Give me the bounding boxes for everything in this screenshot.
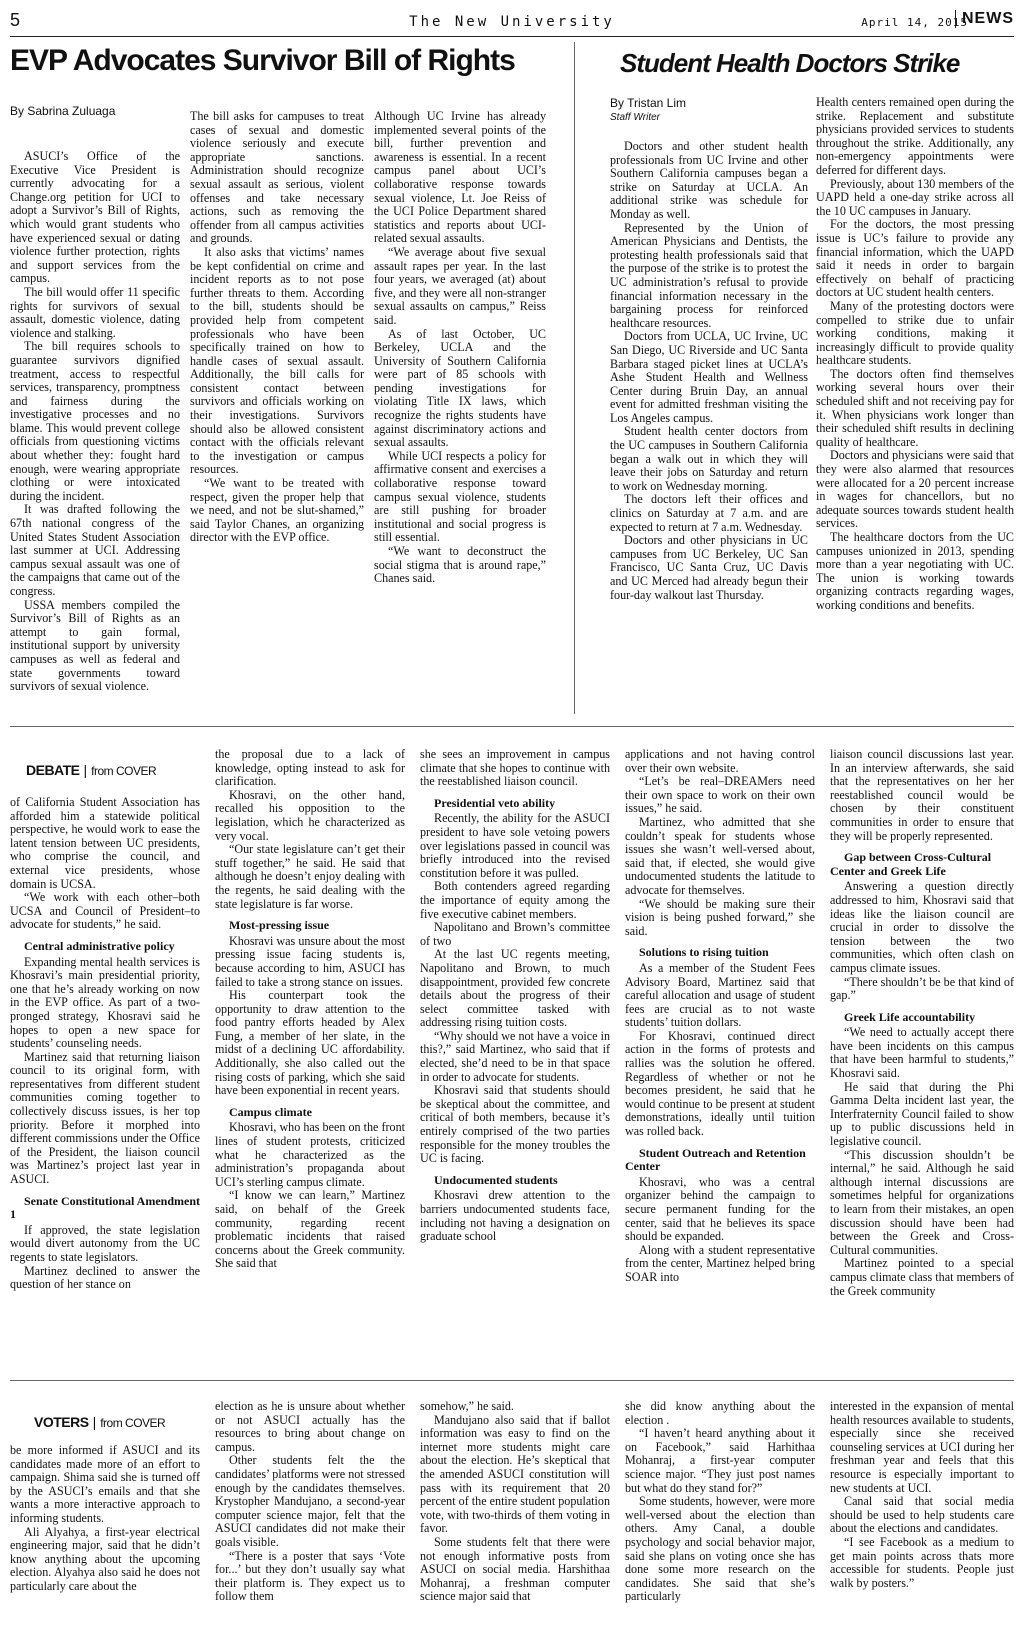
voters-paragraph: “I see Facebook as a medium to get main points across thats more accessible for students. People just walk by posters.”: [830, 1534, 1014, 1590]
debate-paragraph: Expanding mental health services is Khosravi’s main presidential priority, one that he’s already working on now in the EVP office. As part of a two-pronged strategy, Khosravi said he hopes to open a new space for students’ counseling needs.: [10, 954, 200, 1051]
debate-column-3: [420, 748, 610, 1364]
debate-column-1: [10, 796, 200, 1364]
debate-paragraph: “Why should we not have a voice in this?,” said Martinez, who said that if elected, she’d need to be in that space in order to advocate for students.: [420, 1028, 610, 1084]
paper-name: The New University: [409, 14, 615, 30]
debate-jump-header: DEBATE | from COVER: [26, 762, 157, 778]
debate-paragraph: Along with a student representative from the center, Martinez helped bring SOAR into: [625, 1242, 815, 1284]
story1-paragraph: USSA members compiled the Survivor’s Bill of Rights as an attempt to gain formal, institutional support by university campuses as well as federal and state governments toward survivors of sexual violence.: [10, 597, 180, 694]
voters-paragraph: be more informed if ASUCI and its candidates made more of an effort to campaign. Shima said she is turned off by the ASUCI’s emails and that she wants a more interactive approach to informing students.: [10, 1444, 200, 1525]
debate-paragraph: “There shouldn’t be be that kind of gap.”: [830, 974, 1014, 1003]
debate-subhead: Undocumented students: [434, 1172, 558, 1187]
debate-paragraph: she sees an improvement in campus climate that she hopes to continue with the reestablished liaison council.: [420, 748, 610, 789]
voters-column-4: [625, 1400, 815, 1634]
story2-paragraph: The healthcare doctors from the UC campuses unionized in 2013, spending more than a year negotiating with UC. The union is working towards organizing contracts regarding wages, working conditions and benefits.: [816, 530, 1014, 612]
section-rule-2: [10, 1380, 1014, 1381]
voters-paragraph: “I haven’t heard anything about it on Facebook,” said Harhithaa Mohanraj, a first-year computer science major. “They just post names but what do they stand for?”: [625, 1426, 815, 1495]
story2-paragraph: Doctors from UCLA, UC Irvine, UC San Diego, UC Riverside and UC Santa Barbara staged picket lines at UCLA’s Ashe Student Health and Wellness Center during Bruin Day, an annual event for admitted freshman visiting the Los Angeles campus.: [610, 329, 808, 425]
debate-paragraph: Khosravi, on the other hand, recalled his opposition to the legislation, which he characterized as very vocal.: [215, 787, 405, 843]
debate-paragraph: Khosravi drew attention to the barriers undocumented students face, including not having a designation on graduate school: [420, 1188, 610, 1244]
debate-column-5: [830, 748, 1014, 1364]
story2-paragraph: Doctors and other physicians in UC campuses from UC Berkeley, UC San Francisco, UC Santa Cruz, UC Davis and UC Merced had already begun their four-day walkout last Thursday.: [610, 533, 808, 602]
voters-paragraph: somehow,” he said.: [420, 1400, 514, 1413]
debate-paragraph: Khosravi said that students should be skeptical about the committee, and critical of both members, because it’s entirely comprised of the two parties responsible for the money troubles the UC is facing.: [420, 1083, 610, 1166]
story2-byline-role: Staff Writer: [610, 112, 661, 123]
story2-paragraph: Represented by the Union of American Physicians and Dentists, the protesting health professionals said that the purpose of the strike is to protest the UC administration’s refusal to provide financial information necessary in the bargaining process for reinforced healthcare resources.: [610, 220, 808, 330]
debate-paragraph: His counterpart took the opportunity to draw attention to the food pantry efforts headed by Alex Fung, a member of her slate, in the midst of a declining UC affordability. Additionally, she also called out the rising costs of parking, which she said have been exponential in recent years.: [215, 988, 405, 1098]
voters-paragraph: Mandujano also said that if ballot information was easy to find on the internet more students might care about the election. He’s skeptical that the amended ASUCI constitution will pass with its requirement that 20 percent of the entire student population vote, with two-thirds of them voting in favor.: [420, 1412, 610, 1536]
story1-paragraph: It was drafted following the 67th national congress of the United States Student Association last summer at UCI. Addressing campus sexual assault was one of the campaigns that came out of the congress.: [10, 502, 180, 598]
masthead: [10, 6, 1014, 37]
debate-subhead: Central administrative policy: [24, 938, 175, 953]
debate-paragraph: Martinez declined to answer the question of her stance on: [10, 1263, 200, 1292]
story1-paragraph: “We average about five sexual assault rapes per year. In the last four years, we averaged (at) about five, and they were all non-stranger sexual assaults on campus,” Reiss said.: [374, 244, 546, 327]
story2-paragraph: Doctors and physicians were said that they were also alarmed that resources were allocated for a 20 percent increase in wages for chancellors, but no adequate sources towards student health services.: [816, 448, 1014, 531]
story1-paragraph: As of last October, UC Berkeley, UCLA and the University of Southern California were part of 85 schools with pending investigations for violating Title IX laws, which recognize the rights students have against discriminatory actions and sexual assaults.: [374, 326, 546, 450]
debate-paragraph: “Our state legislature can’t get their stuff together,” he said. He said that although he doesn’t enjoy dealing with the regents, he said dealing with the state legislature is far worse.: [215, 842, 405, 911]
story1-paragraph: It also asks that victims’ names be kept confidential on crime and incident reports as to not pose further threats to them. According to the bill, students should be provided help from competent professionals who have been specifically trained on how to handle cases of sexual assault. Additionally, the bill calls for consistent contact between survivors and officials working on their investigations. Survivors should also be allowed consistent contact with the officials relevant to the investigation or campus resources.: [190, 244, 364, 477]
story1-paragraph: The bill requires schools to guarantee survivors dignified treatment, access to respectful services, transparency, promptness and fairness during the investigative processes and no blame. This would prevent college officials from questioning victims about whether they: fought hard enough, were wearing appropriate clothing or were intoxicated during the incident.: [10, 339, 180, 503]
voters-paragraph: Canal said that social media should be used to help students care about the elections and candidates.: [830, 1494, 1014, 1536]
voters-jump-label: VOTERS: [34, 1414, 89, 1430]
story2-column-2: [816, 96, 1014, 712]
debate-paragraph: If approved, the state legislation would divert autonomy from the UC regents to state legislators.: [10, 1222, 200, 1264]
voters-paragraph: Some students felt that there were not enough informative posts from ASUCI on social media. Harshithaa Mohanraj, a freshman computer science major said that: [420, 1534, 610, 1604]
debate-paragraph: Khosravi was unsure about the most pressing issue facing students is, because according to him, ASUCI has failed to take a strong stance on issues.: [215, 933, 405, 989]
story1-paragraph: The bill would offer 11 specific rights for survivors of sexual assault, domestic violence, dating violence and stalking.: [10, 284, 180, 340]
section-label: NEWS: [955, 10, 1014, 28]
debate-paragraph: For Khosravi, continued direct action in the forms of protests and rallies was the solution he offered. Regardless of whether or not he becomes president, he said that he would continue to be present at student demonstrations, ideally until tuition was rolled back.: [625, 1028, 815, 1139]
voters-column-5: [830, 1400, 1014, 1634]
voters-jump-header: VOTERS | from COVER: [34, 1414, 166, 1430]
debate-paragraph: Khosravi, who was a central organizer behind the campaign to secure permanent funding for the center, said that he believes its space should be expanded.: [625, 1174, 815, 1244]
debate-subhead: Solutions to rising tuition: [639, 945, 769, 960]
debate-subhead: Senate Constitutional Amendment 1: [10, 1193, 200, 1222]
story1-paragraph: While UCI respects a policy for affirmative consent and exercises a collaborative response toward campus sexual violence, students are still pushing for broader institutional and social progress is still essential.: [374, 448, 546, 545]
story1-byline: [10, 104, 115, 118]
story2-paragraph: The doctors left their offices and clinics on Saturday at 7 a.m. and are expected to return at 7 a.m. Wednesday.: [610, 492, 808, 534]
debate-paragraph: Answering a question directly addressed to him, Khosravi said that ideas like the liaison council are crucial in order to dissolve the tension between the two communities, which often clash on campus climate issues.: [830, 879, 1014, 975]
story2-column-1: [610, 140, 808, 712]
debate-jump-label: DEBATE: [26, 762, 80, 778]
voters-paragraph: “There is a poster that says ‘Vote for...’ but they don’t usually say what their platform is. They expect us to follow them: [215, 1548, 405, 1604]
debate-paragraph: “We work with each other–both UCSA and Council of President–to advocate for students,” he said.: [10, 890, 200, 932]
debate-paragraph: “Let’s be real–DREAMers need their own space to work on their own issues,” he said.: [625, 774, 815, 816]
debate-paragraph: Khosravi, who has been on the front lines of student protests, criticized what he characterized as the administration’s propaganda about UCI’s sterling campus climate.: [215, 1120, 405, 1189]
story1-byline-name: By Sabrina Zuluaga: [10, 104, 116, 118]
debate-paragraph: Martinez pointed to a special campus climate class that members of the Greek community: [830, 1256, 1014, 1298]
debate-paragraph: As a member of the Student Fees Advisory Board, Martinez said that careful allocation and usage of student fees are crucial as to not waste students’ tuition dollars.: [625, 960, 815, 1030]
debate-paragraph: the proposal due to a lack of knowledge, opting instead to ask for clarification.: [215, 748, 405, 789]
issue-date: April 14, 2015: [861, 16, 968, 29]
voters-jump-from: from COVER: [100, 1416, 166, 1430]
debate-subhead: Greek Life accountability: [844, 1009, 976, 1024]
debate-paragraph: Recently, the ability for the ASUCI president to have sole vetoing powers over legislations passed in council was briefly introduced into the revised constitution before it was pulled.: [420, 811, 610, 880]
story-divider: [574, 42, 575, 714]
debate-paragraph: Napolitano and Brown’s committee of two: [420, 920, 610, 948]
voters-column-3: [420, 1400, 610, 1634]
debate-paragraph: At the last UC regents meeting, Napolitano and Brown, to much disappointment, provided few concrete details about the progress of their select committee tasked with addressing rising tuition costs.: [420, 947, 610, 1030]
voters-column-1: [10, 1444, 200, 1634]
story2-paragraph: Previously, about 130 members of the UAPD held a one-day strike across all the 10 UC campuses in January.: [816, 176, 1014, 218]
debate-paragraph: “We need to actually accept there have been incidents on this campus that have been harmful to students,” Khosravi said.: [830, 1025, 1014, 1081]
debate-paragraph: “This discussion shouldn’t be internal,” he said. Although he said although internal discussions are sometimes helpful for organizations to learn from their mistakes, an open discussion should have been had between the Greek and Cross-Cultural communities.: [830, 1147, 1014, 1257]
voters-paragraph: she did know anything about the election .: [625, 1400, 815, 1427]
debate-paragraph: Martinez said that returning liaison council to its original form, with representatives from different student communities coming together to collectively discuss issues, is her top priority. Before it morphed into different commissions under the Office of the President, the liaison council was Martinez’s project last year in ASUCI.: [10, 1049, 200, 1187]
story1-paragraph: “We want to deconstruct the social stigma that is around rape,” Chanes said.: [374, 544, 546, 586]
debate-paragraph: “I know we can learn,” Martinez said, on behalf of the Greek community, regarding recent problematic incidents that raised concerns about the Greek community. She said that: [215, 1188, 405, 1271]
debate-paragraph: “We should be making sure their vision is being pushed forward,” she said.: [625, 896, 815, 938]
debate-paragraph: liaison council discussions last year. In an interview afterwards, she said that the representatives on her her reestablished council would be chosen by their constituent communities in order to ensure that they will be properly represented.: [830, 748, 1014, 843]
story2-byline-name: By Tristan Lim: [610, 96, 687, 110]
voters-paragraph: Some students, however, were more well-versed about the election than others. Amy Canal, a double psychology and social behavior major, said she plans on voting once she has done some more research on the candidates. She said that she’s particularly: [625, 1494, 815, 1604]
page-number: 5: [10, 10, 21, 30]
debate-paragraph: Martinez, who admitted that she couldn’t speak for students whose issues she wasn’t well-versed about, said that, if elected, she would give undocumented students the latitude to advocate for themselves.: [625, 814, 815, 897]
story2-headline: Student Health Doctors Strike: [620, 48, 960, 78]
story1-column-3: [374, 110, 546, 710]
story2-paragraph: The doctors often find themselves working several hours over their scheduled shift and not receiving pay for it. When physicians work longer than their scheduled shift results in declining quality of healthcare.: [816, 366, 1014, 449]
story1-paragraph: “We want to be treated with respect, given the proper help that we need, and not be slut-shamed,” said Taylor Chanes, an organizing director with the EVP office.: [190, 476, 364, 545]
debate-jump-from: from COVER: [91, 764, 157, 778]
story2-paragraph: Health centers remained open during the strike. Replacement and substitute physicians provided services to students throughout the strike. Additionally, any non-emergency appointments were deferred for different days.: [816, 96, 1014, 177]
voters-paragraph: election as he is unsure about whether or not ASUCI actually has the resources to bring about change on campus.: [215, 1400, 405, 1454]
story1-column-1: [10, 150, 180, 710]
debate-subhead: Student Outreach and Retention Center: [625, 1145, 806, 1174]
voters-paragraph: interested in the expansion of mental health resources available to students, especially since she received counseling services at UCI during her freshman year and feels that this resource is especially important to new students at UCI.: [830, 1400, 1014, 1495]
story1-paragraph: Although UC Irvine has already implemented several points of the bill, further prevention and awareness is essential. In a recent campus panel about UCI’s collaborative response towards sexual violence, Lt. Joe Reiss of the UCI Police Department shared statistics and reports about UCI-related sexual assaults.: [374, 110, 546, 246]
story2-paragraph: For the doctors, the most pressing issue is UC’s failure to provide any financial information, which the UAPD said it needs in order to bargain effectively on behalf of practicing doctors at UC student health centers.: [816, 217, 1014, 300]
story2-paragraph: Student health center doctors from the UC campuses in Southern California began a walk out in which they will leave their jobs on Saturday and return to work on Wednesday morning.: [610, 424, 808, 493]
debate-column-2: [215, 748, 405, 1364]
debate-paragraph: Both contenders agreed regarding the importance of equity among the five executive cabinet members.: [420, 879, 610, 921]
story1-paragraph: ASUCI’s Office of the Executive Vice President is currently advocating for a Change.org petition for UCI to adopt a Survivor’s Bill of Rights, which would grant students who have experienced sexual or dating violence further protection, rights and support services from the campus.: [10, 150, 180, 286]
voters-column-2: [215, 1400, 405, 1634]
story2-paragraph: Many of the protesting doctors were compelled to strike due to unfair working conditions, making it increasingly difficult to provide quality healthcare students.: [816, 298, 1014, 368]
story1-paragraph: The bill asks for campuses to treat cases of sexual and domestic violence seriously and execute appropriate sanctions. Administration should recognize sexual assault as serious, violent offenses and take necessary actions, such as removing the offender from all campus activities and grounds.: [190, 110, 364, 246]
story2-paragraph: Doctors and other student health professionals from UC Irvine and other Southern California campuses began a strike on Saturday at UCLA. An additional strike was schedule for Monday as well.: [610, 140, 808, 221]
debate-column-4: [625, 748, 815, 1364]
debate-paragraph: applications and not having control over their own website.: [625, 748, 815, 775]
debate-subhead: Most-pressing issue: [229, 918, 330, 933]
debate-subhead: Campus climate: [229, 1104, 312, 1119]
voters-paragraph: Ali Alyahya, a first-year electrical engineering major, said that he didn’t know anything about the upcoming election. Alyahya also said he does not particularly care about the: [10, 1524, 200, 1593]
story1-headline: EVP Advocates Survivor Bill of Rights: [10, 44, 515, 77]
debate-subhead: Gap between Cross-Cultural Center and Greek Life: [830, 850, 992, 878]
voters-paragraph: Other students felt the the candidates’ platforms were not stressed enough by the candidates themselves. Krystopher Mandujano, a second-year computer science major, felt that the ASUCI candidates did not make their goals visible.: [215, 1453, 405, 1549]
debate-subhead: Presidential veto ability: [434, 795, 556, 810]
story1-column-2: [190, 110, 364, 710]
section-rule-1: [10, 726, 1014, 727]
debate-paragraph: of California Student Association has afforded him a statewide political perspective, he would work to ease the latent tension between UC presidents, who comprise the council, and external vice presidents, whose domain is UCSA.: [10, 796, 200, 891]
debate-paragraph: He said that during the Phi Gamma Delta incident last year, the Interfraternity Council failed to show up to public discussions held in legislative council.: [830, 1079, 1014, 1149]
story2-byline: [610, 96, 686, 123]
